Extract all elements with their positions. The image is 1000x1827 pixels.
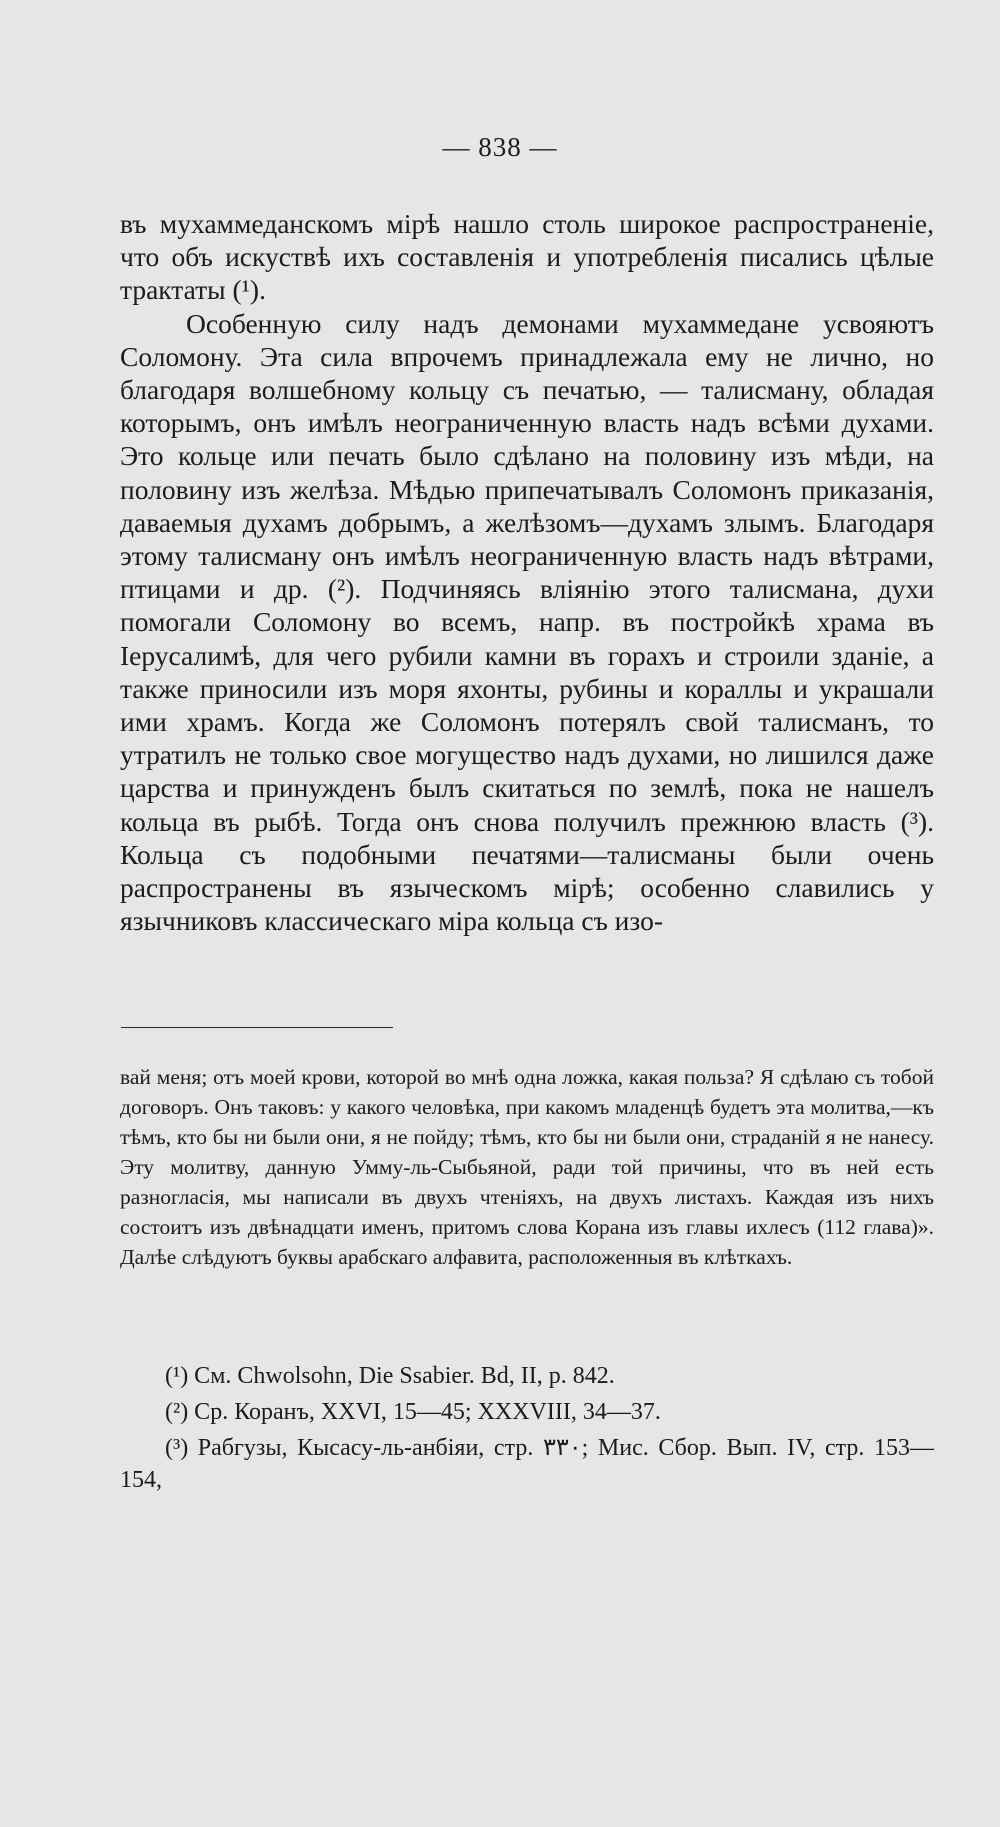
paragraph-2: Особенную силу надъ демонами мухаммедане усвояютъ Соломону. Эта сила впрочемъ принадлежала ему не лично, но благодаря волшебному кольцу съ печатью, — талисману, обладая которымъ, онъ имѣлъ неограниченную власть надъ всѣми духами. Это кольце или печать было сдѣлано на половину изъ мѣди, на половину изъ желѣза. Мѣдью припечатывалъ Соломонъ приказанія, даваемыя духамъ добрымъ, а желѣзомъ—духамъ злымъ. Благодаря этому талисману онъ имѣлъ неограниченную власть надъ вѣтрами, птицами и др. (²). Подчиняясь вліянію этого талисмана, духи помогали Соломону во всемъ, напр. въ постройкѣ храма въ Іерусалимѣ, для чего рубили камни въ горахъ и строили зданіе, а также приносили изъ моря яхонты, рубины и кораллы и украшали ими храмъ. Когда же Соломонъ потерялъ свой талисманъ, то утратилъ не только свое могущество надъ духами, но лишился даже царства и принужденъ былъ скитаться по землѣ, пока не нашелъ кольца въ рыбѣ. Тогда онъ снова получилъ прежнюю власть (³). Кольца съ подобными печатями—талисманы были очень распространены въ языческомъ мірѣ; особенно славились у язычниковъ классическаго міра кольца съ изо-: [120, 307, 934, 937]
footnote-1: (¹) См. Chwolsohn, Die Ssabier. Bd, II, p. 842.: [165, 1363, 615, 1389]
footnote-divider: [121, 1027, 393, 1028]
footnote-references: [120, 1360, 934, 1500]
page-number: — 838 —: [442, 132, 558, 162]
footnote-continuation-text: вай меня; отъ моей крови, которой во мнѣ одна ложка, какая польза? Я сдѣлаю съ тобой договоръ. Онъ таковъ: у какого человѣка, при какомъ младенцѣ будетъ эта молитва,—къ тѣмъ, кто бы ни были они, я не пойду; тѣмъ, кто бы ни были они, страданій я не нанесу. Эту молитву, данную Умму-ль-Сыбьяной, ради той причины, что въ ней есть разногласія, мы написали въ двухъ чтеніяхъ, на двухъ листахъ. Каждая изъ нихъ состоитъ изъ двѣнадцати именъ, притомъ слова Корана изъ главы ихлесъ (112 глава)». Далѣе слѣдуютъ буквы арабскаго алфавита, расположенныя въ клѣткахъ.: [120, 1065, 934, 1269]
footnote-continuation: [120, 1062, 934, 1272]
paragraph-1: въ мухаммеданскомъ мірѣ нашло столь широкое распространеніе, что объ искуствѣ ихъ составленія и употребленія писались цѣлые трактаты (¹).: [120, 208, 934, 306]
footnote-3: (³) Рабгузы, Кысасу-ль-анбіяи, стр. ٣٣٠; Мис. Сбор. Вып. IV, стр. 153—154,: [120, 1435, 934, 1493]
main-text: [120, 207, 934, 937]
footnote-2: (²) Ср. Коранъ, XXVI, 15—45; XXXVIII, 34—37.: [165, 1399, 661, 1425]
